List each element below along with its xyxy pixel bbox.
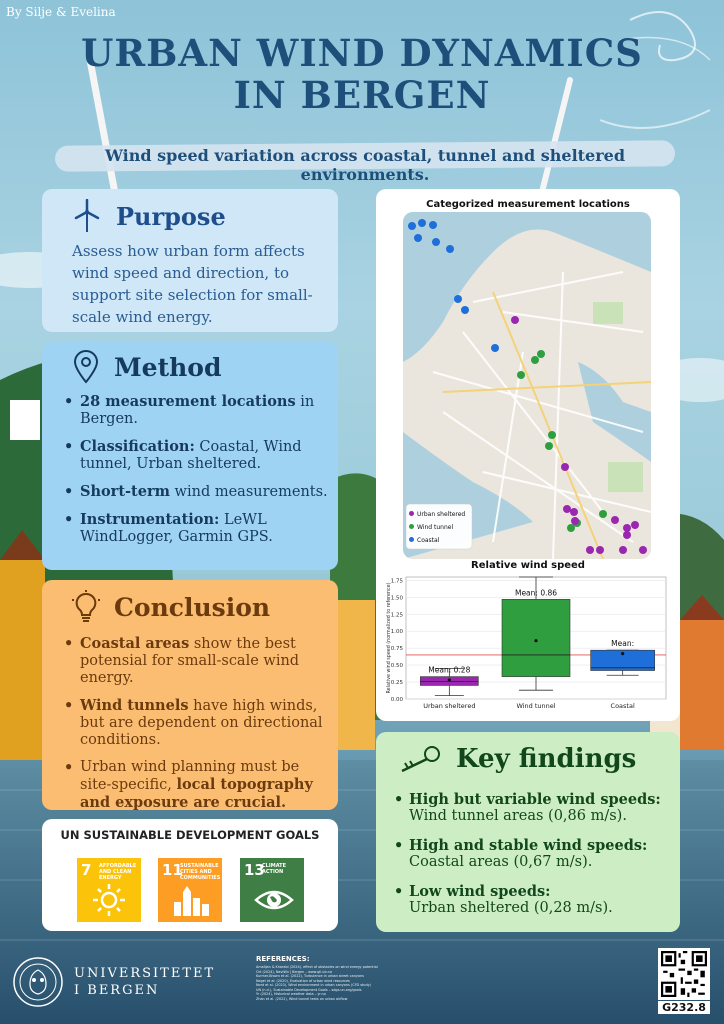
finding-item: • High and stable wind speeds: Coastal areas (0,67 m/s). [394,838,674,870]
y-tick-label: 0.50 [390,663,403,670]
mean-marker [621,652,624,655]
references [256,955,416,1001]
sdg-card [42,819,338,931]
lightbulb-icon [72,590,100,624]
purpose-card [42,189,338,332]
conclusion-header [72,590,270,624]
x-tick-label: Wind tunnel [516,702,556,710]
university-logo [12,956,215,1008]
method-header [72,350,221,384]
city-icon [172,882,212,918]
author-credit: By Silje & Evelina [6,5,116,19]
method-item: • Instrumentation: LeWL WindLogger, Garmin GPS. [64,511,330,546]
box-plot-chart [384,571,674,717]
reference-line: Yr (2024), Historical weather data – yr.no [256,992,326,996]
eye-earth-icon [254,882,294,918]
method-item: • Classification: Coastal, Wind tunnel, Urban sheltered. [64,438,330,473]
university-seal-icon [12,956,64,1008]
mean-label: Mean: 0.28 [428,665,471,675]
mean-label: Mean: [611,639,635,649]
findings-list [394,792,674,930]
purpose-heading: Purpose [116,201,226,231]
method-heading: Method [114,352,222,382]
findings-heading: Key findings [456,744,637,774]
chart-title: Relative wind speed [471,560,585,571]
mean-label: Mean: 0.86 [514,588,558,598]
y-tick-label: 1.00 [390,629,403,636]
reference-line: Ort (2024), NaviWx | Bergen – www.gil.ub.no [256,969,332,974]
mean-marker [448,678,451,681]
title-line-1: URBAN WIND DYNAMICS [81,31,643,75]
x-tick-label: Urban sheltered [423,702,476,710]
reference-line: Amalijan & Kharabi (2024), effect of obstacles on wind energy potential [256,965,378,969]
method-list [64,393,330,556]
title-line-2: IN BERGEN [233,73,491,117]
map-chart-card [376,189,680,721]
legend-urban-sheltered: Urban sheltered [409,508,465,521]
map-graphic [403,212,651,559]
sdg-goal-7: 7 AFFORDABLE AND CLEAN ENERGY [77,858,141,922]
sun-icon [91,882,127,918]
reference-line: Zhan et al. (2022), Wind tunnel tests on urban airflow [256,996,348,1001]
map-legend [409,508,465,547]
method-item: • Short-term wind measurements. [64,483,330,501]
findings-header [396,744,636,774]
purpose-header [72,199,226,233]
sdg-goal-13: 13 CLIMATE ACTION [240,858,304,922]
box-wind-tunnel [502,599,570,676]
university-name-line-2: I BERGEN [74,983,160,998]
legend-coastal: Coastal [409,534,465,547]
reference-line: UN (n.d.), Sustainable Development Goals – sdgs.un.org/goals [256,987,362,992]
method-item: • 28 measurement locations in Bergen. [64,393,330,428]
conclusion-heading: Conclusion [114,592,271,622]
page-title [40,32,684,116]
method-card [42,342,338,570]
purpose-text: Assess how urban form affects wind speed and direction, to support site selection for small-scale wind energy. [72,242,313,326]
legend-wind-tunnel: Wind tunnel [409,521,465,534]
x-tick-label: Coastal [610,702,635,710]
y-tick-label: 0.25 [390,680,403,687]
finding-item: • Low wind speeds: Urban sheltered (0,28 m/s). [394,884,674,916]
mean-marker [534,639,537,642]
sdg-heading: UN SUSTAINABLE DEVELOPMENT GOALS [60,828,320,842]
wind-turbine-icon [72,199,102,233]
location-pin-icon [72,350,100,384]
reference-line: Kurmer-Brown et al. (2022), Turbulence in urban street canyons [256,974,364,978]
conclusion-card [42,580,338,810]
measurement-map[interactable] [403,212,651,559]
y-tick-label: 1.75 [390,578,403,585]
qr-code[interactable] [658,948,710,1000]
y-tick-label: 1.25 [390,612,403,619]
qr-code-graphic [661,951,707,997]
conclusion-item: • Coastal areas show the best potensial for small-scale wind energy. [64,635,332,687]
conclusion-list [64,635,332,822]
key-icon [396,744,442,774]
conclusion-item: • Wind tunnels have high winds, but are dependent on directional conditions. [64,697,332,749]
y-tick-label: 0.00 [390,697,403,703]
reference-line: Nagel et al. (2020), Evaluation of urban wind resources [256,978,350,983]
poster-code: G232.8 [658,1001,710,1014]
subtitle: Wind speed variation across coastal, tunnel and sheltered environments. [104,146,626,184]
y-axis-label: Relative wind speed (normalized to reference) [387,582,392,694]
references-heading: REFERENCES: [256,955,310,963]
findings-card [376,732,680,932]
reference-line: Nord et al. (2023), Wind environment in urban canyons (CFD study) [256,983,371,987]
conclusion-item: • Urban wind planning must be site-specific, local topography and exposure are crucial. [64,759,332,812]
y-tick-label: 1.50 [390,595,403,602]
y-tick-label: 0.75 [390,646,403,653]
map-title: Categorized measurement locations [426,199,630,210]
finding-item: • High but variable wind speeds: Wind tunnel areas (0,86 m/s). [394,792,674,824]
sdg-goal-11: 11 SUSTAINABLE CITIES AND COMMUNITIES [158,858,222,922]
university-name-line-1: UNIVERSITETET [74,966,216,981]
